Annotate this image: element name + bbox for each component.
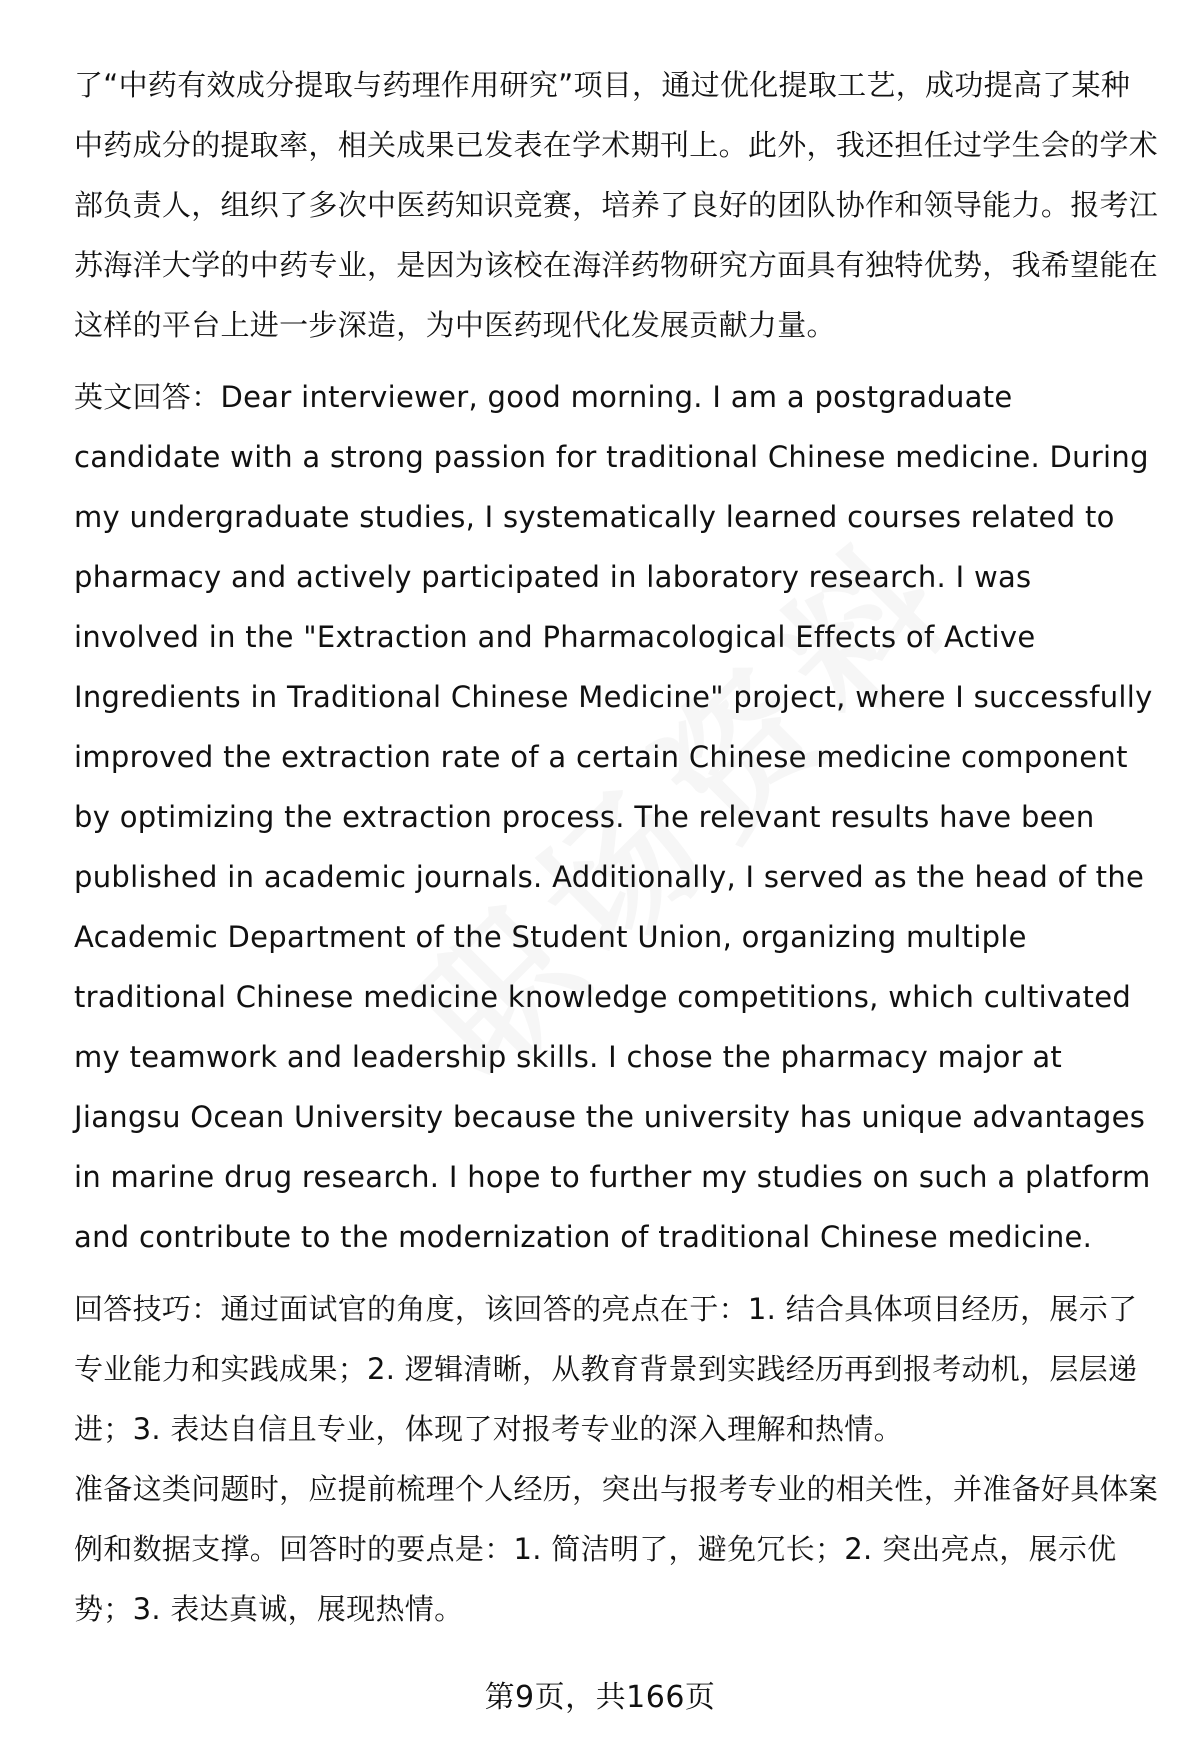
english-answer-label: 英文回答： bbox=[74, 380, 221, 414]
paragraph-cn-continuation: 了“中药有效成分提取与药理作用研究”项目，通过优化提取工艺，成功提高了某种中药成分的提取率，相关成果已发表在学术期刊上。此外，我还担任过学生会的学术部负责人，组织了多次中医药知识竞赛，培养了良好的团队协作和领导能力。报考江苏海洋大学的中药专业，是因为该校在海洋药物研究方面具有独特优势，我希望能在这样的平台上进一步深造，为中医药现代化发展贡献力量。 bbox=[74, 68, 1159, 342]
page-number-footer: 第9页，共166页 bbox=[484, 1680, 716, 1715]
paragraph-english-answer bbox=[74, 367, 1159, 1267]
english-answer-text: Dear interviewer, good morning. I am a postgraduate candidate with a strong passion for traditional Chinese medicine. During my undergraduate studies, I systematically learned courses related to pharmacy and actively participated in laboratory research. I was involved in the "Extraction and Pharmacological Effects of Active Ingredients in Traditional Chinese Medicine" project, where I successfully improved the extraction rate of a certain Chinese medicine component by optimizing the extraction process. The relevant results have been published in academic journals. Additionally, I served as the head of the Academic Department of the Student Union, organizing multiple traditional Chinese medicine knowledge competitions, which cultivated my teamwork and leadership skills. I chose the pharmacy major at Jiangsu Ocean University because the university has unique advantages in marine drug research. I hope to further my studies on such a platform and contribute to the modernization of traditional Chinese medicine. bbox=[74, 380, 1153, 1254]
answer-tips-label: 回答技巧： bbox=[74, 1292, 221, 1326]
answer-tips-text: 通过面试官的角度，该回答的亮点在于：1. 结合具体项目经历，展示了专业能力和实践成果；2. 逻辑清晰，从教育背景到实践经历再到报考动机，层层递进；3. 表达自信且专业，体现了对报考专业的深入理解和热情。 bbox=[74, 1292, 1138, 1446]
paragraph-answer-tips bbox=[74, 1279, 1159, 1459]
paragraph-preparation: 准备这类问题时，应提前梳理个人经历，突出与报考专业的相关性，并准备好具体案例和数据支撑。回答时的要点是：1. 简洁明了，避免冗长；2. 突出亮点，展示优势；3. 表达真诚，展现热情。 bbox=[74, 1472, 1159, 1626]
document-page bbox=[74, 55, 1159, 1639]
